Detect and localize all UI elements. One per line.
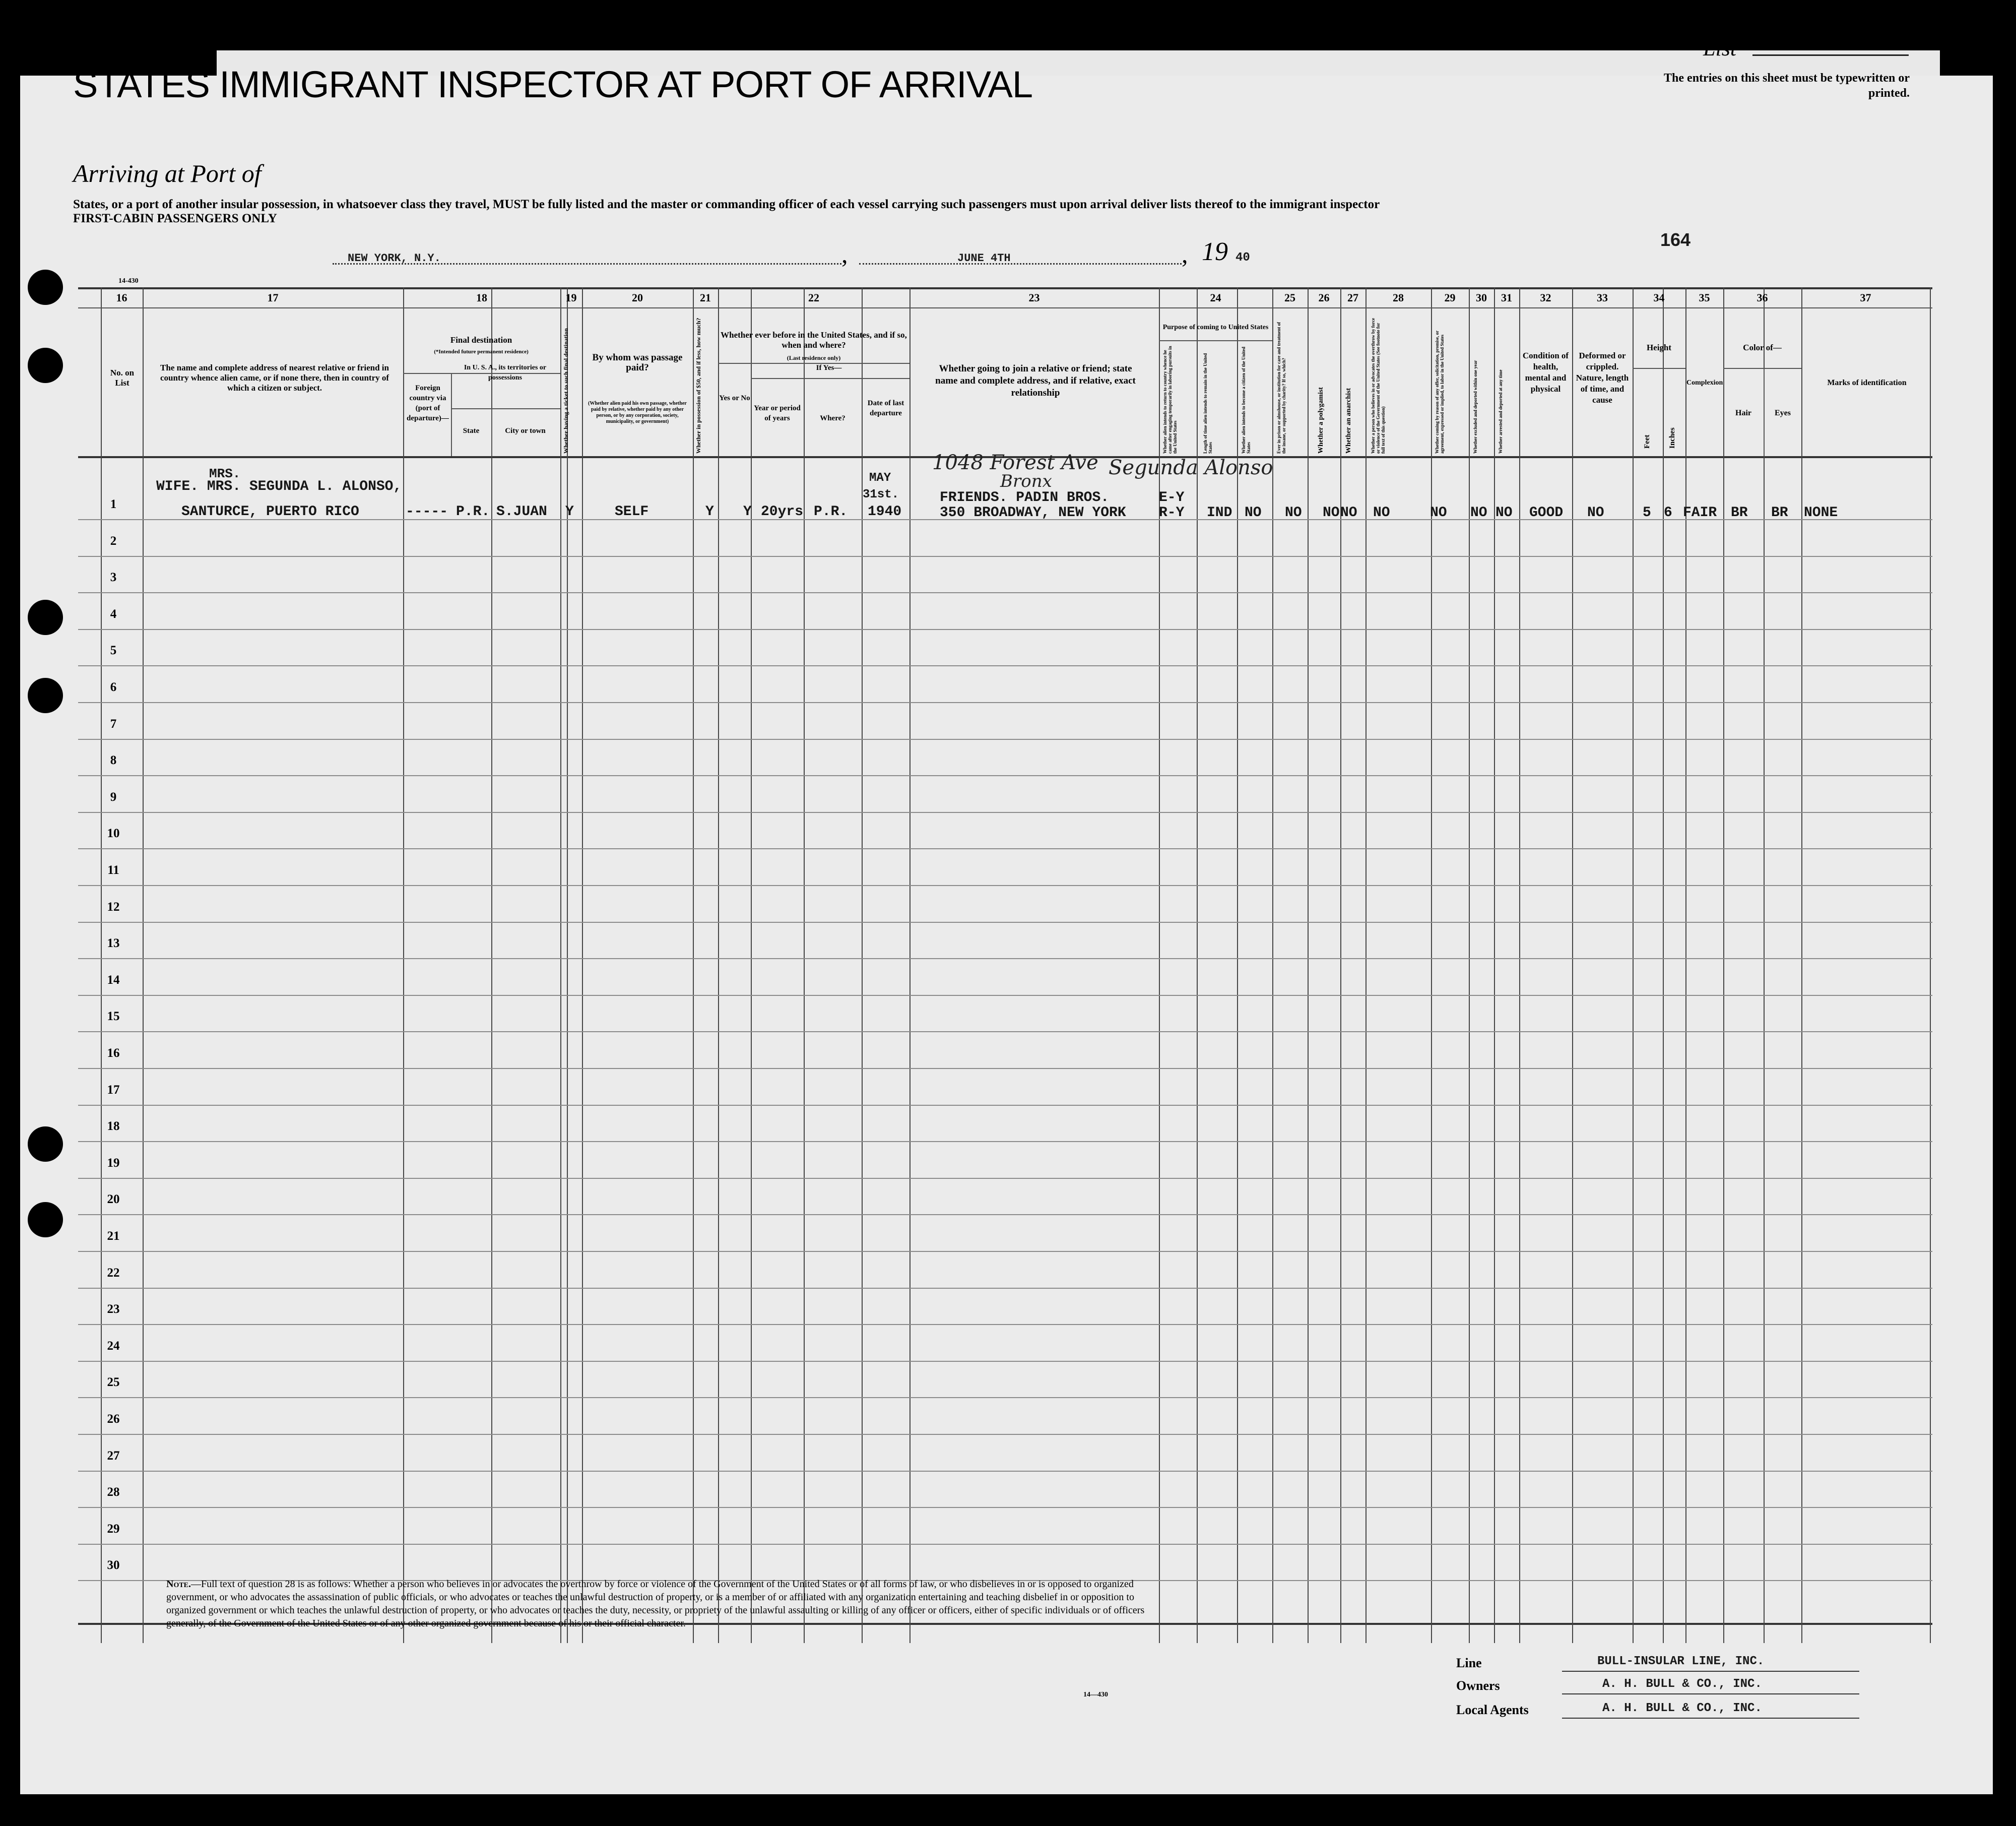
entry-health: GOOD: [1529, 505, 1564, 521]
row-number: 1: [110, 497, 117, 511]
row-rule: [78, 1178, 1932, 1179]
row-rule: [78, 1141, 1932, 1142]
form-code-top: 14-430: [118, 277, 139, 285]
colnum-31: 31: [1501, 291, 1512, 304]
entry-q31: NO: [1495, 505, 1513, 521]
header-feet: Feet: [1643, 434, 1651, 449]
owners-label: Owners: [1456, 1678, 1500, 1693]
colnum-17: 17: [267, 291, 279, 304]
row-rule: [78, 958, 1932, 959]
colnum-35: 35: [1699, 291, 1710, 304]
line-label: Line: [1456, 1656, 1482, 1670]
header-last-departure: Date of last departure: [867, 399, 904, 417]
entry-where: P.R.: [814, 504, 848, 520]
colnum-23: 23: [1028, 291, 1040, 304]
colnum-32: 32: [1540, 291, 1551, 304]
entry-city: S.JUAN: [496, 504, 547, 520]
entry-paid-by: SELF: [615, 504, 649, 520]
header-ticket: Whether having a ticket to such final destination: [562, 328, 569, 454]
entries-note: The entries on this sheet must be typewritten or printed.: [1664, 72, 1910, 100]
header-q31: Whether arrested and deported at any time: [1498, 369, 1503, 454]
footnote-text: —Full text of question 28 is as follows: Whether a person who believes in or advocates the overthrow by force or violence of the Government of the United States or of all forms of law, or who disbelieves in or is opposed to organized government, or who advocates the assassination of public officials, or who advocates or teaches the unlawful destruction of property, or is a member of or affiliated with any organization entertaining and teaching disbelief in or opposition to organized government or which teaches the unlawful destruction of property, or who advocates or teaches the duty, necessity, or propriety of the unlawful assaulting or killing of any officer or officers, either of specific individuals or of officers generally, of the Government of the United States or of any other organized government because of his or their official character.: [166, 1579, 1145, 1629]
entry-marks: NONE: [1804, 505, 1838, 521]
header-before-in-us: Whether ever before in the United States, and if so, when and where?: [721, 330, 907, 350]
list-label: List: [1703, 36, 1737, 60]
row-rule: [78, 629, 1932, 630]
row-number: 17: [107, 1083, 120, 1097]
colnum-34: 34: [1653, 291, 1665, 304]
row-rule: [78, 702, 1932, 703]
header-prison: Ever in prison or almshouse, or institution for care and treatment of the insane, or supported by charity? If so, which?: [1276, 322, 1286, 454]
header-passage-note: (Whether alien paid his own passage, whether paid by relative, whether paid by any other person, or by any corporation, society, municipality, or government): [588, 401, 687, 424]
entry-departure-year: 1940: [868, 504, 902, 520]
comma-separator: ,: [1182, 240, 1188, 268]
row-number: 18: [107, 1119, 120, 1133]
header-yes-no: Yes or No: [719, 394, 750, 402]
header-city: City or town: [505, 427, 546, 435]
entry-deformed: NO: [1587, 505, 1604, 521]
row-rule: [78, 1434, 1932, 1435]
row-number: 24: [107, 1339, 120, 1353]
row-rule: [78, 1214, 1932, 1215]
header-polygamist: Whether a polygamist: [1317, 387, 1325, 454]
row-rule: [78, 1361, 1932, 1362]
header-hair: Hair: [1735, 409, 1751, 417]
row-rule: [78, 922, 1932, 923]
row-number: 26: [107, 1412, 120, 1426]
header-purpose: Purpose of coming to United States: [1162, 324, 1269, 331]
header-color-of: Color of—: [1743, 343, 1782, 352]
comma-separator: ,: [841, 240, 848, 268]
row-number: 25: [107, 1375, 120, 1389]
table-top-rule: [78, 287, 1932, 289]
row-number: 28: [107, 1485, 120, 1499]
row-number: 15: [107, 1010, 120, 1023]
header-if-yes: If Yes—: [816, 364, 842, 372]
entry-polygamist: NO: [1323, 505, 1340, 521]
date-line: [859, 263, 1182, 265]
entry-prison: NO: [1285, 505, 1302, 521]
entry-period: 20yrs: [761, 504, 804, 520]
row-number: 29: [107, 1522, 120, 1536]
colnum-29: 29: [1444, 291, 1456, 304]
sheet-number: 164: [1660, 229, 1691, 250]
entry-inches: 6: [1664, 505, 1672, 521]
colnum-16: 16: [116, 291, 127, 304]
row-rule: [78, 885, 1932, 886]
entry-purpose-line2: R-Y: [1159, 505, 1185, 521]
row-number: 20: [107, 1192, 120, 1206]
row-rule: [78, 665, 1932, 666]
binder-hole: [28, 1126, 63, 1162]
entry-citizen: NO: [1245, 505, 1262, 521]
entry-purpose-line1: E-Y: [1159, 490, 1185, 506]
entry-hair: BR: [1731, 505, 1748, 521]
entry-q28: NO: [1373, 505, 1390, 521]
header-purpose-length: Length of time alien intends to remain in the United States: [1203, 353, 1213, 454]
entry-anarchist: NO: [1340, 505, 1357, 521]
row-number: 19: [107, 1156, 120, 1170]
entry-before-in-us: Y: [743, 504, 752, 520]
header-relative: The name and complete address of nearest relative or friend in country whence alien came, or if none there, then in country of which a citizen or subject.: [160, 363, 389, 393]
row-number: 10: [107, 827, 120, 840]
entry-hand-borough: Bronx: [1000, 471, 1052, 491]
colnum-37: 37: [1860, 291, 1871, 304]
row-number: 30: [107, 1558, 120, 1572]
footnote-lead: Note.: [166, 1579, 191, 1590]
row-rule: [78, 1471, 1932, 1472]
row-rule: [78, 1251, 1932, 1252]
binder-hole: [28, 348, 63, 383]
date-value: JUNE 4TH: [957, 252, 1011, 265]
entry-time-remain: IND: [1207, 505, 1232, 521]
row-rule: [78, 995, 1932, 996]
agents-value: A. H. BULL & CO., INC.: [1602, 1702, 1762, 1715]
colnum-24: 24: [1210, 291, 1221, 304]
form-code-bottom: 14—430: [1083, 1691, 1108, 1698]
entry-ticket: Y: [565, 504, 574, 520]
entry-hand-address: 1048 Forest Ave: [932, 451, 1098, 474]
colnum-28: 28: [1393, 291, 1404, 304]
colnum-26: 26: [1318, 291, 1330, 304]
row-number: 5: [110, 644, 117, 657]
list-line: [1752, 54, 1909, 56]
row-rule: [78, 848, 1932, 849]
header-where: Where?: [820, 414, 846, 422]
row-number: 7: [110, 717, 117, 731]
entry-departure-month: MAY: [869, 471, 891, 485]
agents-label: Local Agents: [1456, 1703, 1529, 1717]
entry-relative-line2: SANTURCE, PUERTO RICO: [181, 504, 359, 520]
header-q30: Whether excluded and deported within one year: [1473, 360, 1478, 454]
row-rule: [78, 1068, 1932, 1069]
entry-q30: NO: [1470, 505, 1487, 521]
entry-eyes: BR: [1771, 505, 1788, 521]
header-join-relative: Whether going to join a relative or friend; state name and complete address, and if relative, exact relationship: [935, 363, 1136, 398]
line-rule: [1562, 1671, 1859, 1672]
year-prefix: 19: [1202, 237, 1228, 266]
port-value: NEW YORK, N.Y.: [348, 252, 441, 265]
header-deformed: Deformed or crippled. Nature, length of time, and cause: [1576, 351, 1629, 405]
binder-hole: [28, 270, 63, 305]
colnum-27: 27: [1347, 291, 1358, 304]
owners-rule: [1562, 1693, 1859, 1694]
header-purpose-citizen: Whether alien intends to become a citizen of the United States: [1241, 346, 1251, 454]
class-line: FIRST-CABIN PASSENGERS ONLY: [73, 212, 277, 225]
row-number: 2: [110, 534, 117, 548]
header-q28: Whether a person who believes in or advocates the overthrow by force or violence of the Government of the United States (See footnote for full text of this question): [1371, 318, 1386, 454]
header-final-destination-note: (*Intended future permanent residence): [434, 349, 529, 355]
entry-complexion: FAIR: [1683, 505, 1717, 521]
entry-relative-prefix: MRS.: [209, 466, 241, 481]
row-number: 9: [110, 790, 117, 804]
header-state: State: [463, 427, 480, 435]
header-money: Whether in possession of $50, and if less, how much?: [695, 318, 702, 454]
row-number: 16: [107, 1046, 120, 1060]
header-inches: Inches: [1668, 427, 1676, 449]
row-number: 21: [107, 1229, 120, 1243]
row-number: 23: [107, 1302, 120, 1316]
colnum-30: 30: [1476, 291, 1487, 304]
header-eyes: Eyes: [1775, 409, 1791, 417]
colnum-25: 25: [1284, 291, 1295, 304]
row-rule: [78, 812, 1932, 813]
header-height: Height: [1646, 343, 1672, 352]
header-final-destination: Final destination: [450, 335, 512, 345]
header-foreign-via: Foreign country via (port of departure)—: [407, 384, 449, 422]
header-period: Year or period of years: [754, 404, 801, 422]
row-number: 8: [110, 753, 117, 767]
year-suffix: 40: [1235, 251, 1250, 265]
entry-money: Y: [705, 504, 714, 520]
row-number: 12: [107, 900, 120, 914]
colnum-33: 33: [1597, 291, 1608, 304]
row-number: 27: [107, 1449, 120, 1463]
row-rule: [78, 556, 1932, 557]
colnum-rule: [78, 307, 1932, 308]
entry-relative-line1: WIFE. MRS. SEGUNDA L. ALONSO,: [156, 479, 402, 494]
row-number: 13: [107, 936, 120, 950]
owners-value: A. H. BULL & CO., INC.: [1602, 1677, 1762, 1691]
colnum-22: 22: [808, 291, 819, 304]
entry-departure-day: 31st.: [863, 488, 899, 501]
header-complexion: Complexion: [1686, 379, 1723, 387]
arriving-label: Arriving at Port of: [73, 159, 262, 187]
binder-hole: [28, 1202, 63, 1237]
header-before-note: (Last residence only): [787, 354, 841, 361]
entry-q29: NO: [1430, 505, 1447, 521]
row-number: 22: [107, 1266, 120, 1280]
colnum-18: 18: [476, 291, 487, 304]
header-in-usa: In U. S. A., its territories or possessions: [464, 364, 547, 382]
row-rule: [78, 1397, 1932, 1398]
entry-hand-name: Segunda Alonso: [1109, 456, 1273, 479]
entry-state: P.R.: [456, 504, 490, 520]
row-rule: [78, 1031, 1932, 1032]
subtitle-line: States, or a port of another insular possession, in whatsoever class they travel, MUST be fully listed and the master or commanding officer of each vessel carrying such passengers must upon arrival deliver lists thereof to the immigrant inspector: [73, 198, 1380, 211]
entry-join-line2: 350 BROADWAY, NEW YORK: [940, 505, 1126, 521]
row-rule: [78, 1324, 1932, 1325]
colnum-21: 21: [700, 291, 711, 304]
header-health: Condition of health, mental and physical: [1522, 351, 1569, 394]
entry-feet: 5: [1643, 505, 1651, 521]
colnum-19: 19: [565, 291, 577, 304]
header-marks: Marks of identification: [1827, 379, 1907, 387]
page-title: STATES IMMIGRANT INSPECTOR AT PORT OF ARRIVAL: [73, 64, 1033, 105]
row-rule: [78, 1544, 1932, 1545]
list-value: 8: [1774, 34, 1781, 47]
footnote: [166, 1578, 1154, 1630]
header-anarchist: Whether an anarchist: [1345, 388, 1352, 454]
header-passage-paid: By whom was passage paid?: [592, 352, 683, 373]
agents-rule: [1562, 1718, 1859, 1719]
row-rule: [78, 1507, 1932, 1508]
colnum-20: 20: [632, 291, 643, 304]
header-q29: Whether coming by reason of any offer, solicitation, promise, or agreement, expressed or implied, to labor in the United States: [1435, 331, 1445, 454]
row-number: 11: [107, 863, 119, 877]
row-rule: [78, 739, 1932, 740]
binder-hole: [28, 600, 63, 635]
row-number: 14: [107, 973, 120, 987]
row-rule: [78, 775, 1932, 776]
header-no-on-list: No. on List: [110, 368, 135, 388]
line-value: BULL-INSULAR LINE, INC.: [1597, 1655, 1765, 1668]
binder-hole: [28, 678, 63, 713]
entry-foreign-via: -----: [406, 504, 448, 520]
row-rule: [78, 1105, 1932, 1106]
row-rule: [78, 1288, 1932, 1289]
row-rule: [78, 592, 1932, 593]
header-purpose-return: Whether alien intends to return to country whence he came after engaging temporarily in laboring pursuits in the United States: [1162, 346, 1178, 454]
colnum-36: 36: [1757, 291, 1768, 304]
entry-join-line1: FRIENDS. PADIN BROS.: [940, 490, 1110, 506]
row-number: 6: [110, 680, 117, 694]
row-number: 3: [110, 571, 117, 584]
row-number: 4: [110, 607, 117, 621]
